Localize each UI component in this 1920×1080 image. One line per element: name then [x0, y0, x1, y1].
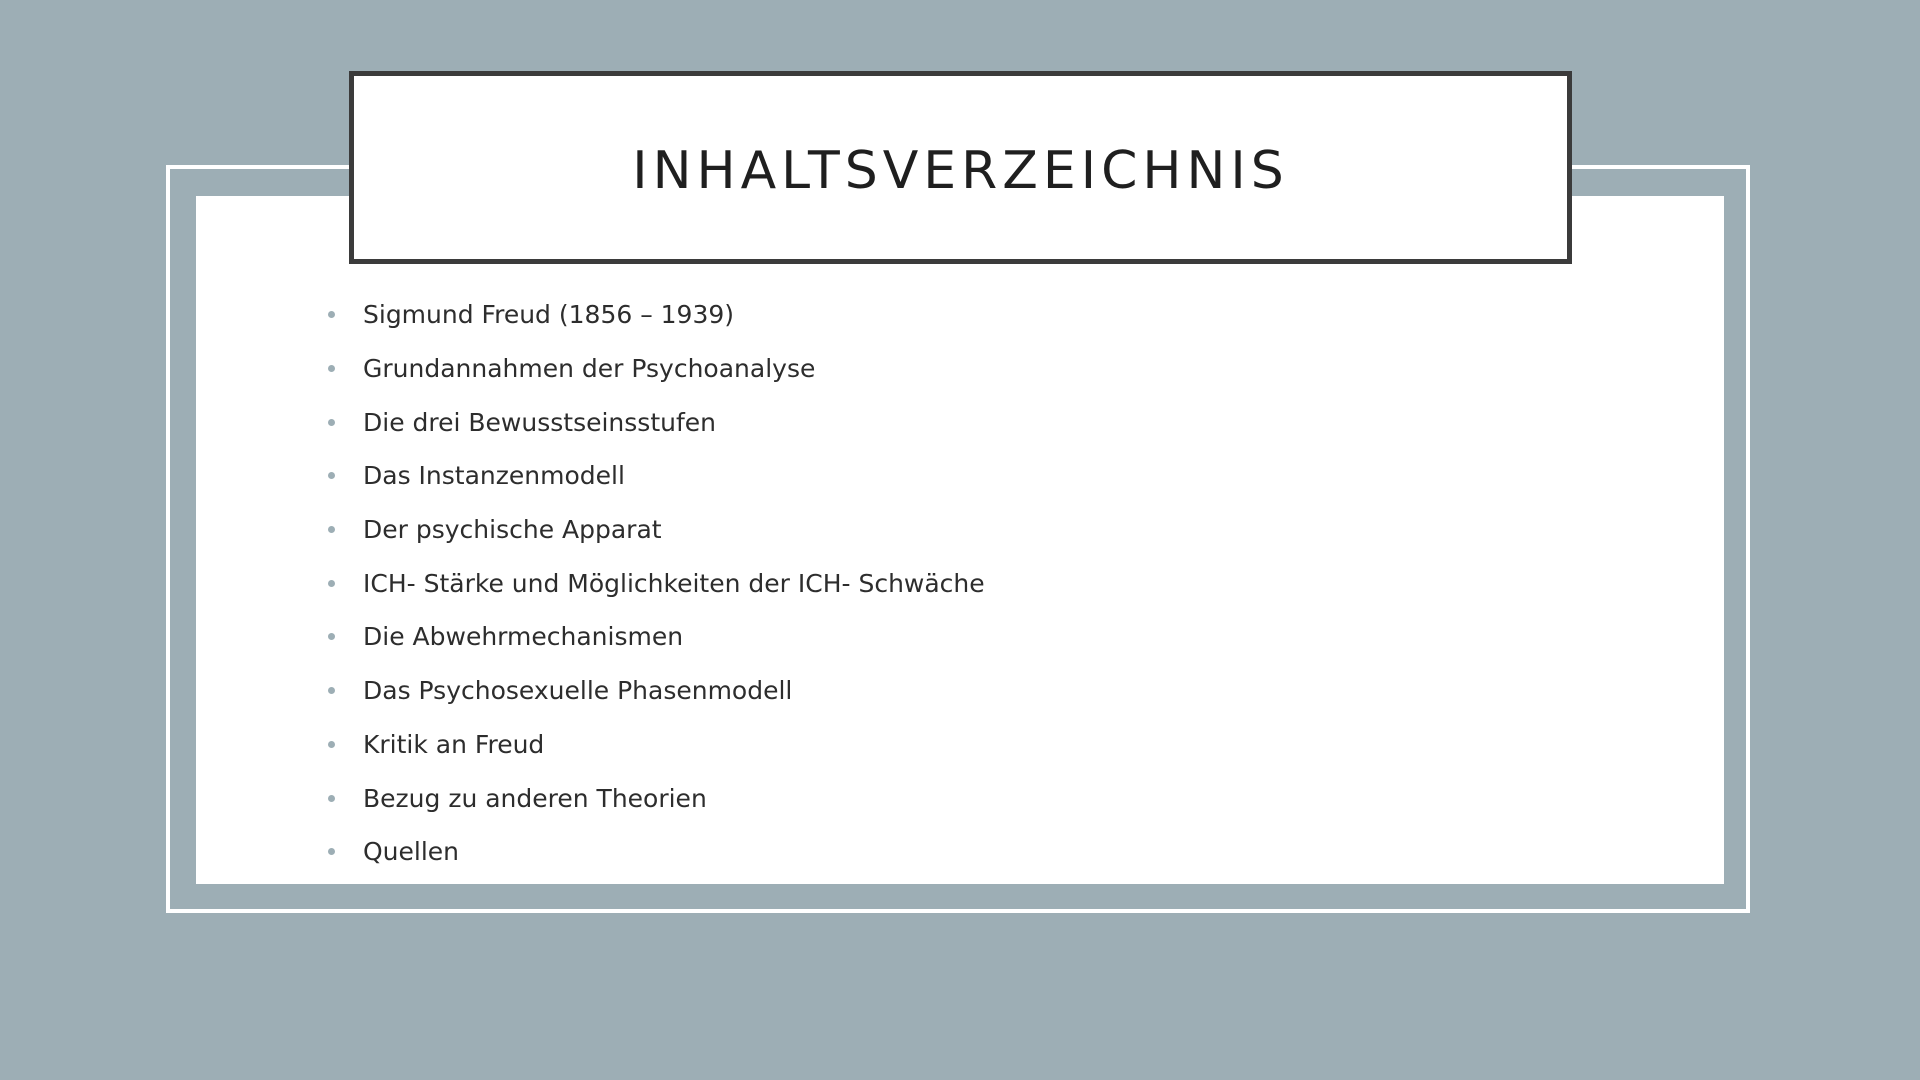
bullet-icon	[328, 795, 335, 802]
list-item	[328, 395, 985, 449]
bullet-icon	[328, 472, 335, 479]
bullet-icon	[328, 419, 335, 426]
bullet-icon	[328, 365, 335, 372]
bullet-icon	[328, 311, 335, 318]
list-item	[328, 449, 985, 503]
title-box	[349, 71, 1572, 264]
table-of-contents	[328, 288, 985, 879]
bullet-icon	[328, 741, 335, 748]
list-item-label: Das Psychosexuelle Phasenmodell	[363, 676, 793, 706]
list-item	[328, 556, 985, 610]
list-item-label: Die Abwehrmechanismen	[363, 622, 684, 652]
list-item	[328, 610, 985, 664]
list-item	[328, 288, 985, 342]
bullet-icon	[328, 633, 335, 640]
list-item	[328, 771, 985, 825]
list-item-label: ICH- Stärke und Möglichkeiten der ICH- Schwäche	[363, 568, 985, 598]
list-item-label: Das Instanzenmodell	[363, 461, 625, 491]
slide-title: INHALTSVERZEICHNIS	[632, 140, 1289, 201]
list-item	[328, 825, 985, 879]
bullet-icon	[328, 848, 335, 855]
list-item	[328, 342, 985, 396]
list-item	[328, 503, 985, 557]
list-item-label: Der psychische Apparat	[363, 515, 662, 545]
bullet-icon	[328, 687, 335, 694]
list-item-label: Die drei Bewusstseinsstufen	[363, 407, 716, 437]
list-item-label: Sigmund Freud (1856 – 1939)	[363, 300, 735, 330]
list-item	[328, 718, 985, 772]
list-item-label: Bezug zu anderen Theorien	[363, 783, 707, 813]
bullet-icon	[328, 580, 335, 587]
list-item-label: Grundannahmen der Psychoanalyse	[363, 354, 816, 384]
list-item	[328, 664, 985, 718]
list-item-label: Quellen	[363, 837, 460, 867]
bullet-icon	[328, 526, 335, 533]
list-item-label: Kritik an Freud	[363, 729, 545, 759]
